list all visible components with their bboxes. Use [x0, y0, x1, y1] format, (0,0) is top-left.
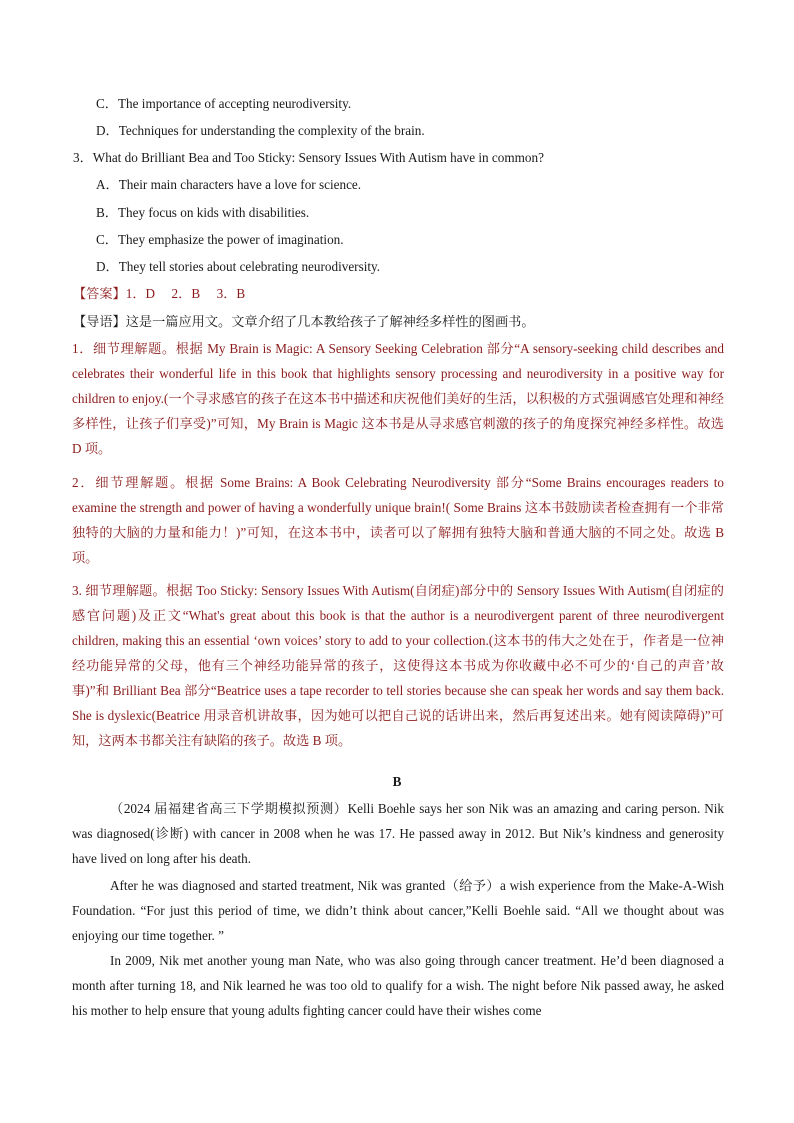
explanation-3: 3. 细节理解题。根据 Too Sticky: Sensory Issues With Autism(自闭症)部分中的 Sensory Issues With Autism(自闭症的感官问题)及正文“What's great about this book is that the author is a neurodivergent parent of three neurodivergent children, making this an essential ‘own voices’ story to add to your collection.(这本书的伟大之处在于，作者是一位神经功能异常的父母，他有三个神经功能异常的孩子，这使得这本书成为你收藏中必不可少的‘自己的声音’故事)”和 Brilliant Bea 部分“Beatrice uses a tape recorder to tell stories because she can speak her words and say them back. She is dyslexic(Beatrice 用录音机讲故事，因为她可以把自己说的话讲出来，然后再复述出来。她有阅读障碍)”可知，这两本书都关注有缺陷的孩子。故选 B 项。 — [72, 583, 724, 748]
passage-paragraph-3: In 2009, Nik met another young man Nate, who was also going through cancer treatment. He’d been diagnosed a month after turning 18, and Nik learned he was too old to qualify for a wish. The night before Nik passed away, he asked his mother to help ensure that young adults fighting cancer could have their wishes come — [72, 953, 724, 1018]
passage-paragraph-1: （2024 届福建省高三下学期模拟预测）Kelli Boehle says her son Nik was an amazing and caring person. Nik was diagnosed(诊断) with cancer in 2008 when he was 17. He passed away in 2012. But Nik’s kindness and generosity have lived on long after his death. — [72, 801, 724, 866]
option-2c: C．The importance of accepting neurodiversity. — [96, 96, 352, 111]
explanation-1: 1．细节理解题。根据 My Brain is Magic: A Sensory Seeking Celebration 部分“A sensory-seeking child describes and celebrates their wonderful life in this book that highlights sensory processing and neurodiversity in a positive way for children to enjoy.(一个寻求感官的孩子在这本书中描述和庆祝他们美好的生活，以积极的方式强调感官处理和神经多样性，让孩子们享受)”可知，My Brain is Magic 这本书是从寻求感官刺激的孩子的角度探究神经多样性。故选 D 项。 — [72, 341, 724, 456]
section-heading-b: B — [392, 774, 402, 789]
option-3d: D．They tell stories about celebrating neurodiversity. — [96, 259, 381, 274]
question-3-stem: 3．What do Brilliant Bea and Too Sticky: Sensory Issues With Autism have in common? — [73, 150, 544, 165]
option-3b: B．They focus on kids with disabilities. — [96, 205, 310, 220]
passage-paragraph-2: After he was diagnosed and started treatment, Nik was granted（给予）a wish experience from the Make-A-Wish Foundation. “For just this period of time, we didn’t think about cancer,”Kelli Boehle said. “All we thought about was enjoying our time together. ” — [72, 878, 724, 943]
answer-line: 【答案】1．D 2．B 3．B — [73, 286, 246, 301]
explanation-2: 2．细节理解题。根据 Some Brains: A Book Celebrating Neurodiversity 部分“Some Brains encourages readers to examine the strength and power of having a wonderfully unique brain!( Some Brains 这本书鼓励读者检查拥有一个非常独特的大脑的力量和能力！)”可知，在这本书中，读者可以了解拥有独特大脑和普通大脑的不同之处。故选 B 项。 — [72, 475, 724, 565]
option-3c: C．They emphasize the power of imagination. — [96, 232, 344, 247]
option-2d: D．Techniques for understanding the complexity of the brain. — [96, 123, 425, 138]
option-3a: A．Their main characters have a love for science. — [96, 177, 362, 192]
guide-line: 【导语】这是一篇应用文。文章介绍了几本教给孩子了解神经多样性的图画书。 — [73, 314, 535, 329]
